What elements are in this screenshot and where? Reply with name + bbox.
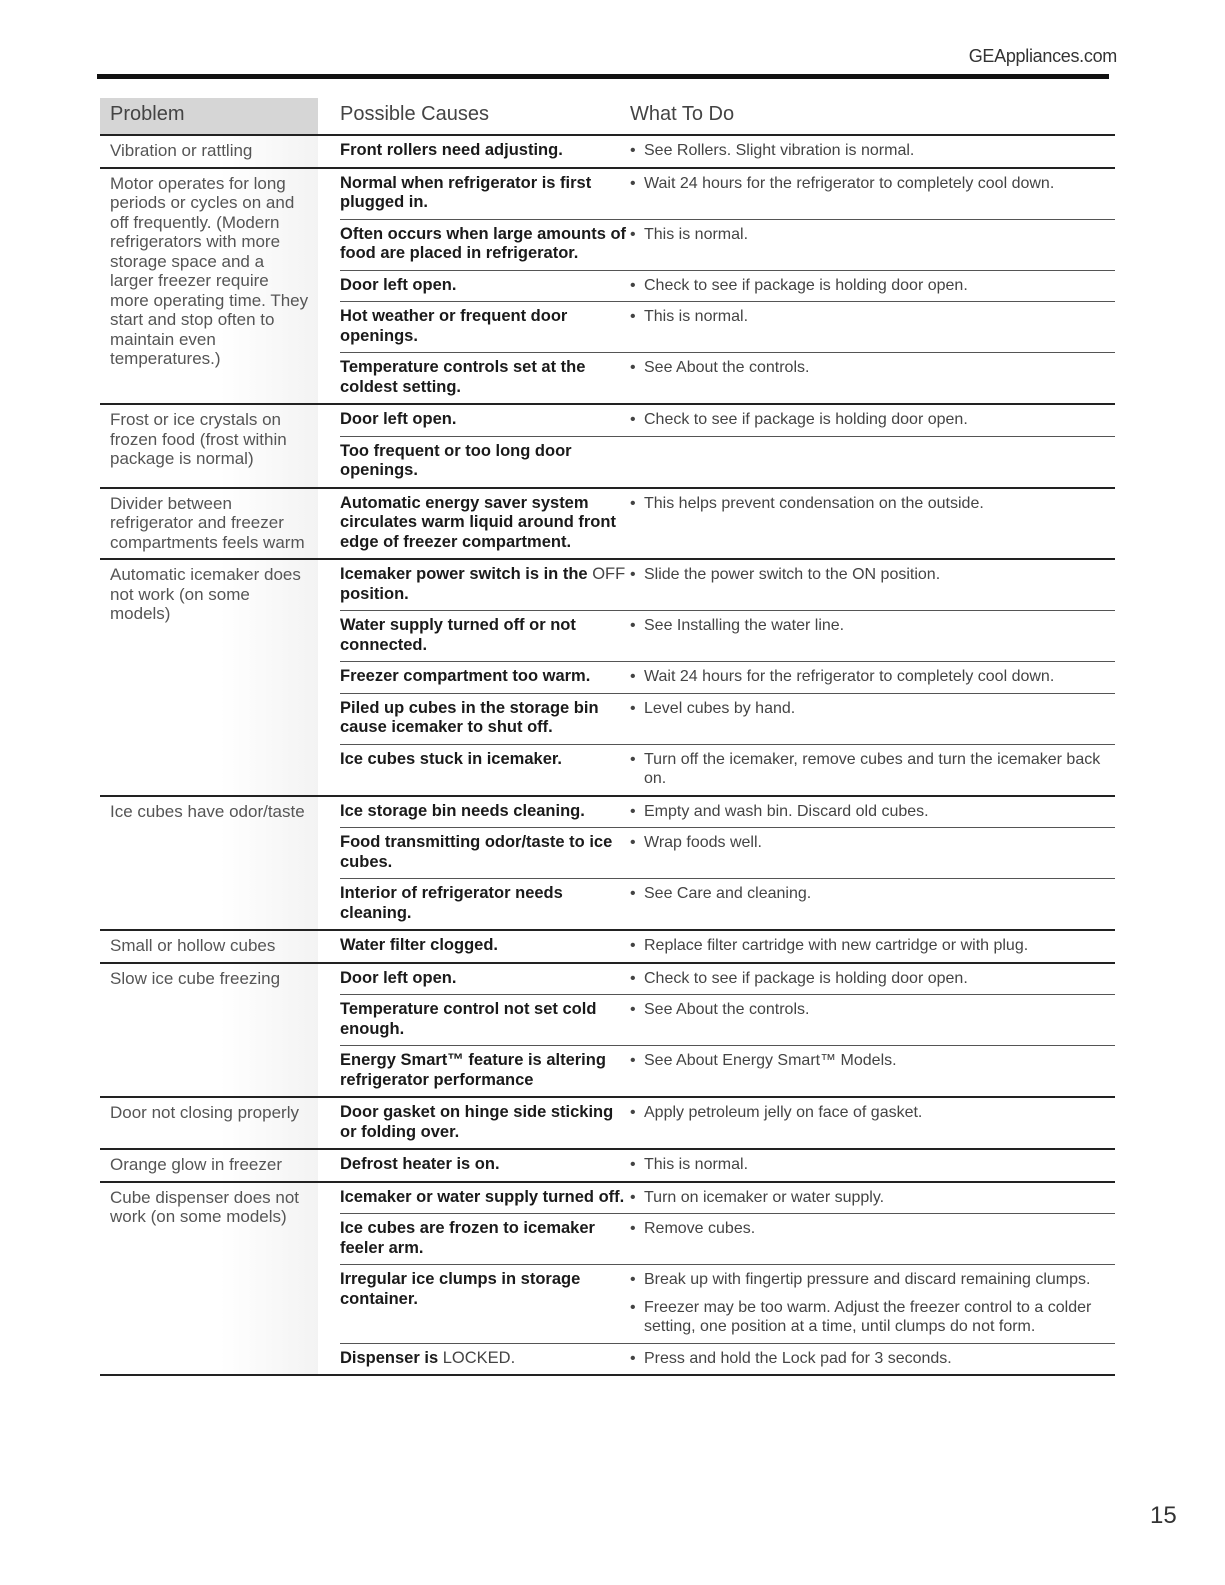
cause-text: Ice storage bin needs cleaning. [340, 801, 585, 820]
cause-row [340, 405, 1115, 436]
possible-cause [340, 437, 630, 487]
cause-row [340, 827, 1115, 878]
cause-row [340, 931, 1115, 962]
possible-cause [340, 271, 630, 302]
cause-row [340, 744, 1115, 795]
cause-row [340, 219, 1115, 270]
possible-cause [340, 995, 630, 1045]
cause-text: Often occurs when large amounts of food are placed in refrigerator. [340, 224, 627, 262]
causes-list [340, 489, 1115, 559]
cause-text: Door gasket on hinge side sticking or folding over. [340, 1103, 614, 1141]
causes-list [340, 964, 1115, 1097]
bullet-item: • See Care and cleaning. [630, 884, 1115, 904]
what-to-do [630, 560, 1115, 610]
bullet-item: • See About the controls. [630, 358, 1115, 378]
bullet-item: • See About Energy Smart™ Models. [630, 1051, 1115, 1071]
cause-text: Food transmitting odor/taste to ice cubes. [340, 833, 613, 871]
cause-text: Irregular ice clumps in storage container. [340, 1270, 581, 1308]
page-number: 15 [1150, 1502, 1177, 1529]
causes-list [340, 136, 1115, 167]
possible-cause [340, 353, 630, 403]
possible-cause [340, 560, 630, 610]
what-to-do [630, 169, 1115, 219]
bullet-item: • Level cubes by hand. [630, 699, 1115, 719]
cause-row [340, 994, 1115, 1045]
possible-cause [340, 694, 630, 744]
problem-cell: Motor operates for long periods or cycles on and off frequently. (Modern refrigerators with more storage space and a larger freezer require more operating time. They start and stop often to maintain even temperatures.) [100, 169, 318, 404]
bullet-item: • Check to see if package is holding door open. [630, 410, 1115, 430]
causes-list [340, 1150, 1115, 1181]
possible-cause [340, 302, 630, 352]
cause-tail-text: position. [340, 584, 409, 603]
what-to-do [630, 437, 1115, 487]
problem-cell: Small or hollow cubes [100, 931, 318, 962]
problem-group [100, 136, 1115, 169]
bullet-item: • Turn on icemaker or water supply. [630, 1188, 1115, 1208]
table-header [100, 98, 1115, 136]
causes-list [340, 1098, 1115, 1148]
cause-text: Automatic energy saver system circulates warm liquid around front edge of freezer compartment. [340, 493, 616, 551]
bullet-item: • See Rollers. Slight vibration is normal. [630, 141, 1115, 161]
problem-cell: Slow ice cube freezing [100, 964, 318, 1097]
cause-text: Icemaker power switch is in the [340, 565, 588, 583]
cause-text: Freezer compartment too warm. [340, 667, 591, 685]
bullet-item: • This is normal. [630, 307, 1115, 327]
what-to-do [630, 489, 1115, 559]
bullet-item: • Replace filter cartridge with new cartridge or with plug. [630, 936, 1115, 956]
possible-cause [340, 1046, 630, 1096]
what-to-do [630, 1214, 1115, 1264]
what-to-do [630, 353, 1115, 403]
cause-text: Ice cubes stuck in icemaker. [340, 749, 562, 768]
problem-group [100, 1150, 1115, 1183]
cause-row [340, 1264, 1115, 1343]
cause-row [340, 1343, 1115, 1375]
problem-group [100, 964, 1115, 1099]
bullet-item: • Wait 24 hours for the refrigerator to completely cool down. [630, 174, 1115, 194]
what-to-do [630, 828, 1115, 878]
header-problem: Problem [100, 98, 318, 134]
cause-text: Normal when refrigerator is first plugged in. [340, 173, 592, 211]
problem-cell: Door not closing properly [100, 1098, 318, 1148]
problem-cell: Vibration or rattling [100, 136, 318, 167]
what-to-do [630, 797, 1115, 828]
problem-group [100, 169, 1115, 406]
what-to-do [630, 405, 1115, 436]
cause-row [340, 1045, 1115, 1096]
possible-cause [340, 611, 630, 661]
causes-list [340, 405, 1115, 487]
possible-cause [340, 828, 630, 878]
cause-text: Door left open. [340, 275, 457, 294]
cause-state-text: OFF [592, 565, 626, 583]
cause-row [340, 1213, 1115, 1264]
what-to-do [630, 662, 1115, 693]
what-to-do [630, 1098, 1115, 1148]
cause-text: Door left open. [340, 968, 457, 987]
problem-group [100, 489, 1115, 561]
what-to-do [630, 931, 1115, 962]
possible-cause [340, 797, 630, 828]
possible-cause [340, 1183, 630, 1214]
cause-text: Piled up cubes in the storage bin cause icemaker to shut off. [340, 698, 599, 736]
possible-cause [340, 169, 630, 219]
problem-group [100, 405, 1115, 489]
what-to-do [630, 1046, 1115, 1096]
what-to-do [630, 136, 1115, 167]
cause-row [340, 169, 1115, 219]
possible-cause [340, 964, 630, 995]
cause-row [340, 964, 1115, 995]
cause-row [340, 560, 1115, 610]
what-to-do [630, 220, 1115, 270]
possible-cause [340, 220, 630, 270]
table-body [100, 136, 1115, 1376]
header-what-to-do: What To Do [630, 103, 735, 125]
problem-group [100, 797, 1115, 932]
cause-text: Temperature control not set cold enough. [340, 1000, 597, 1038]
possible-cause [340, 1344, 630, 1375]
what-to-do [630, 694, 1115, 744]
cause-row [340, 661, 1115, 693]
possible-cause [340, 879, 630, 929]
possible-cause [340, 745, 630, 795]
cause-row [340, 352, 1115, 403]
cause-text: Icemaker or water supply turned off. [340, 1187, 625, 1206]
bullet-item: • Remove cubes. [630, 1219, 1115, 1239]
header-rule [97, 74, 1109, 79]
possible-cause [340, 1265, 630, 1343]
website-url: GEAppliances.com [968, 46, 1117, 66]
possible-cause [340, 1214, 630, 1264]
bullet-item: • See Installing the water line. [630, 616, 1115, 636]
bullet-item: • Apply petroleum jelly on face of gasket. [630, 1103, 1115, 1123]
bullet-item: • Freezer may be too warm. Adjust the freezer control to a colder setting, one position at a time, until clumps do not form. [630, 1298, 1115, 1337]
bullet-item: • Check to see if package is holding door open. [630, 969, 1115, 989]
cause-text: Water filter clogged. [340, 936, 498, 954]
cause-row [340, 1098, 1115, 1148]
cause-text: Door left open. [340, 410, 457, 428]
what-to-do [630, 302, 1115, 352]
what-to-do [630, 1344, 1115, 1375]
problem-cell: Frost or ice crystals on frozen food (frost within package is normal) [100, 405, 318, 487]
bullet-item: • Check to see if package is holding door open. [630, 276, 1115, 296]
causes-list [340, 560, 1115, 795]
cause-row [340, 436, 1115, 487]
cause-row [340, 610, 1115, 661]
cause-row [340, 1150, 1115, 1181]
header-causes: Possible Causes [340, 103, 489, 125]
problem-group [100, 560, 1115, 797]
cause-text: Defrost heater is on. [340, 1155, 500, 1173]
what-to-do [630, 1265, 1115, 1343]
problem-cell: Orange glow in freezer [100, 1150, 318, 1181]
causes-list [340, 797, 1115, 930]
cause-text: Hot weather or frequent door openings. [340, 307, 568, 345]
what-to-do [630, 1183, 1115, 1214]
cause-row [340, 878, 1115, 929]
problem-group [100, 1098, 1115, 1150]
bullet-item: • Turn off the icemaker, remove cubes and turn the icemaker back on. [630, 750, 1115, 789]
cause-text: Dispenser is [340, 1348, 439, 1367]
bullet-item: • Break up with fingertip pressure and discard remaining clumps. [630, 1270, 1115, 1290]
what-to-do [630, 271, 1115, 302]
cause-row [340, 301, 1115, 352]
possible-cause [340, 931, 630, 962]
problem-cell: Ice cubes have odor/taste [100, 797, 318, 930]
causes-list [340, 1183, 1115, 1375]
problem-cell: Divider between refrigerator and freezer compartments feels warm [100, 489, 318, 559]
cause-row [340, 136, 1115, 167]
bullet-item: • This helps prevent condensation on the outside. [630, 494, 1115, 514]
bullet-item: • Empty and wash bin. Discard old cubes. [630, 802, 1115, 822]
possible-cause [340, 405, 630, 436]
what-to-do [630, 745, 1115, 795]
bullet-item: • This is normal. [630, 225, 1115, 245]
what-to-do [630, 995, 1115, 1045]
cause-text: Ice cubes are frozen to icemaker feeler arm. [340, 1219, 595, 1257]
what-to-do [630, 611, 1115, 661]
possible-cause [340, 1098, 630, 1148]
cause-text: Front rollers need adjusting. [340, 141, 563, 159]
bullet-item: • This is normal. [630, 1155, 1115, 1175]
cause-row [340, 1183, 1115, 1214]
bullet-item: • See About the controls. [630, 1000, 1115, 1020]
bullet-item: • Wait 24 hours for the refrigerator to completely cool down. [630, 667, 1115, 687]
bullet-item: • Press and hold the Lock pad for 3 seconds. [630, 1349, 1115, 1369]
problem-group [100, 1183, 1115, 1377]
cause-text: Water supply turned off or not connected. [340, 616, 576, 654]
problem-group [100, 931, 1115, 964]
what-to-do [630, 964, 1115, 995]
cause-row [340, 489, 1115, 559]
cause-text: Energy Smart™ feature is altering refrigerator performance [340, 1051, 606, 1089]
possible-cause [340, 662, 630, 693]
bullet-item: • Wrap foods well. [630, 833, 1115, 853]
possible-cause [340, 489, 630, 559]
cause-text: Interior of refrigerator needs cleaning. [340, 884, 563, 922]
causes-list [340, 169, 1115, 404]
problem-cell: Automatic icemaker does not work (on some models) [100, 560, 318, 795]
possible-cause [340, 136, 630, 167]
what-to-do [630, 879, 1115, 929]
cause-row [340, 797, 1115, 828]
bullet-item: • Slide the power switch to the ON position. [630, 565, 1115, 585]
causes-list [340, 931, 1115, 962]
cause-row [340, 270, 1115, 302]
possible-cause [340, 1150, 630, 1181]
problem-cell: Cube dispenser does not work (on some models) [100, 1183, 318, 1375]
troubleshooting-table [100, 98, 1115, 1376]
cause-text: Temperature controls set at the coldest setting. [340, 358, 586, 396]
what-to-do [630, 1150, 1115, 1181]
cause-row [340, 693, 1115, 744]
cause-state-text: LOCKED. [442, 1348, 516, 1367]
cause-text: Too frequent or too long door openings. [340, 441, 572, 479]
